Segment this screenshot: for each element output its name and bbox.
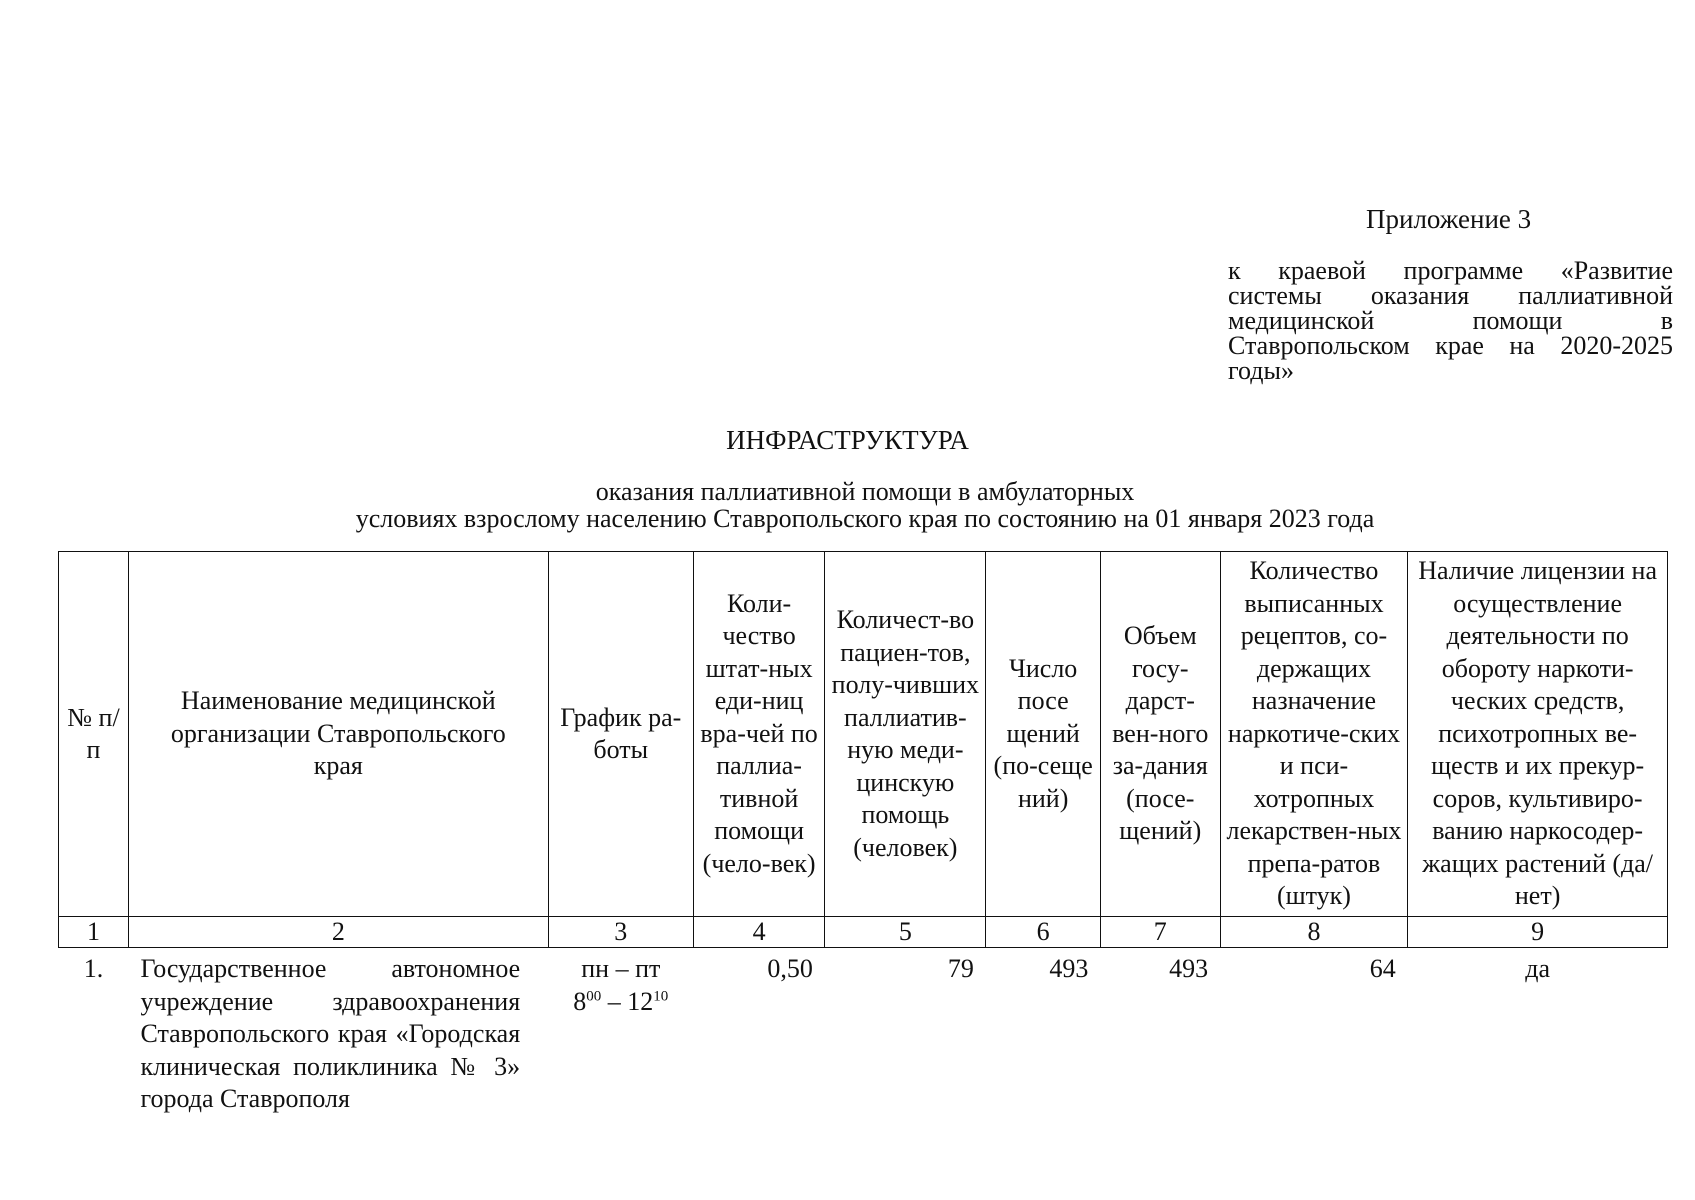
header-cell: Наименование медицинской организации Ставропольского края <box>128 552 548 917</box>
header-cell: Количест-во пациен-тов, полу-чивших паллиатив-ную меди-цинскую помощь (человек) <box>825 552 986 917</box>
schedule-cell <box>548 948 693 1121</box>
infrastructure-table <box>58 551 1668 1121</box>
patients-cell: 79 <box>947 954 974 983</box>
schedule-start-hour: 8 <box>573 986 587 1016</box>
column-number-cell: 8 <box>1220 917 1408 948</box>
schedule-dash: – <box>601 986 628 1016</box>
header-cell: № п/п <box>59 552 129 917</box>
column-number-cell: 2 <box>128 917 548 948</box>
document-subtitle-line: условиях взрослому населению Ставропольского края по состоянию на 01 января 2023 года <box>355 504 1375 533</box>
header-cell: График ра-боты <box>548 552 693 917</box>
header-cell: Число посе щений (по-сеще ний) <box>986 552 1100 917</box>
organization-name-cell: Государственное автономное учреждение здравоохранения Ставропольского края «Городская клиническая поликлиника № 3» города Ставрополя <box>140 954 521 1113</box>
document-subtitle <box>0 478 1695 532</box>
table-header-row <box>59 552 1668 917</box>
header-cell: Количество выписанных рецептов, со-держащих назначение наркотиче-ских и пси-хотропных лекарствен-ных препа-ратов (штук) <box>1220 552 1408 917</box>
schedule-end-minutes: 10 <box>653 987 669 1004</box>
schedule-end-hour: 12 <box>627 986 654 1016</box>
schedule-start-minutes: 00 <box>586 987 602 1004</box>
prescriptions-cell: 64 <box>1369 954 1396 983</box>
header-cell: Коли-чество штат-ных еди-ниц вра-чей по паллиа-тивной помощи (чело-век) <box>693 552 824 917</box>
row-number-cell: 1. <box>83 954 104 983</box>
header-cell: Наличие лицензии на осуществление деятельности по обороту наркоти-ческих средств, психотропных ве-ществ и их прекур-соров, культивиро-ванию наркосодер-жащих растений (да/нет) <box>1408 552 1668 917</box>
column-number-row <box>59 917 1668 948</box>
document-title: ИНФРАСТРУКТУРА <box>726 425 969 455</box>
column-number-cell: 3 <box>548 917 693 948</box>
schedule-days: пн – пт <box>581 954 661 983</box>
column-number-cell: 6 <box>986 917 1100 948</box>
schedule-hours <box>558 986 683 1019</box>
visits-cell: 493 <box>1049 954 1089 983</box>
header-cell: Объем госу-дарст-вен-ного за-дания (посе-щений) <box>1100 552 1220 917</box>
column-number-cell: 4 <box>693 917 824 948</box>
column-number-cell: 7 <box>1100 917 1220 948</box>
document-subtitle-line: оказания паллиативной помощи в амбулаторных <box>595 477 1135 506</box>
column-number-cell: 9 <box>1408 917 1668 948</box>
table-row <box>59 948 1668 1121</box>
appendix-subtitle: к краевой программе «Развитие системы оказания паллиативной медицинской помощи в Ставропольском крае на 2020-2025 годы» <box>1228 256 1673 385</box>
state-task-cell: 493 <box>1169 954 1209 983</box>
doctors-cell: 0,50 <box>767 954 813 983</box>
column-number-cell: 5 <box>825 917 986 948</box>
appendix-title: Приложение 3 <box>1366 204 1532 234</box>
license-cell: да <box>1525 954 1551 983</box>
column-number-cell: 1 <box>59 917 129 948</box>
